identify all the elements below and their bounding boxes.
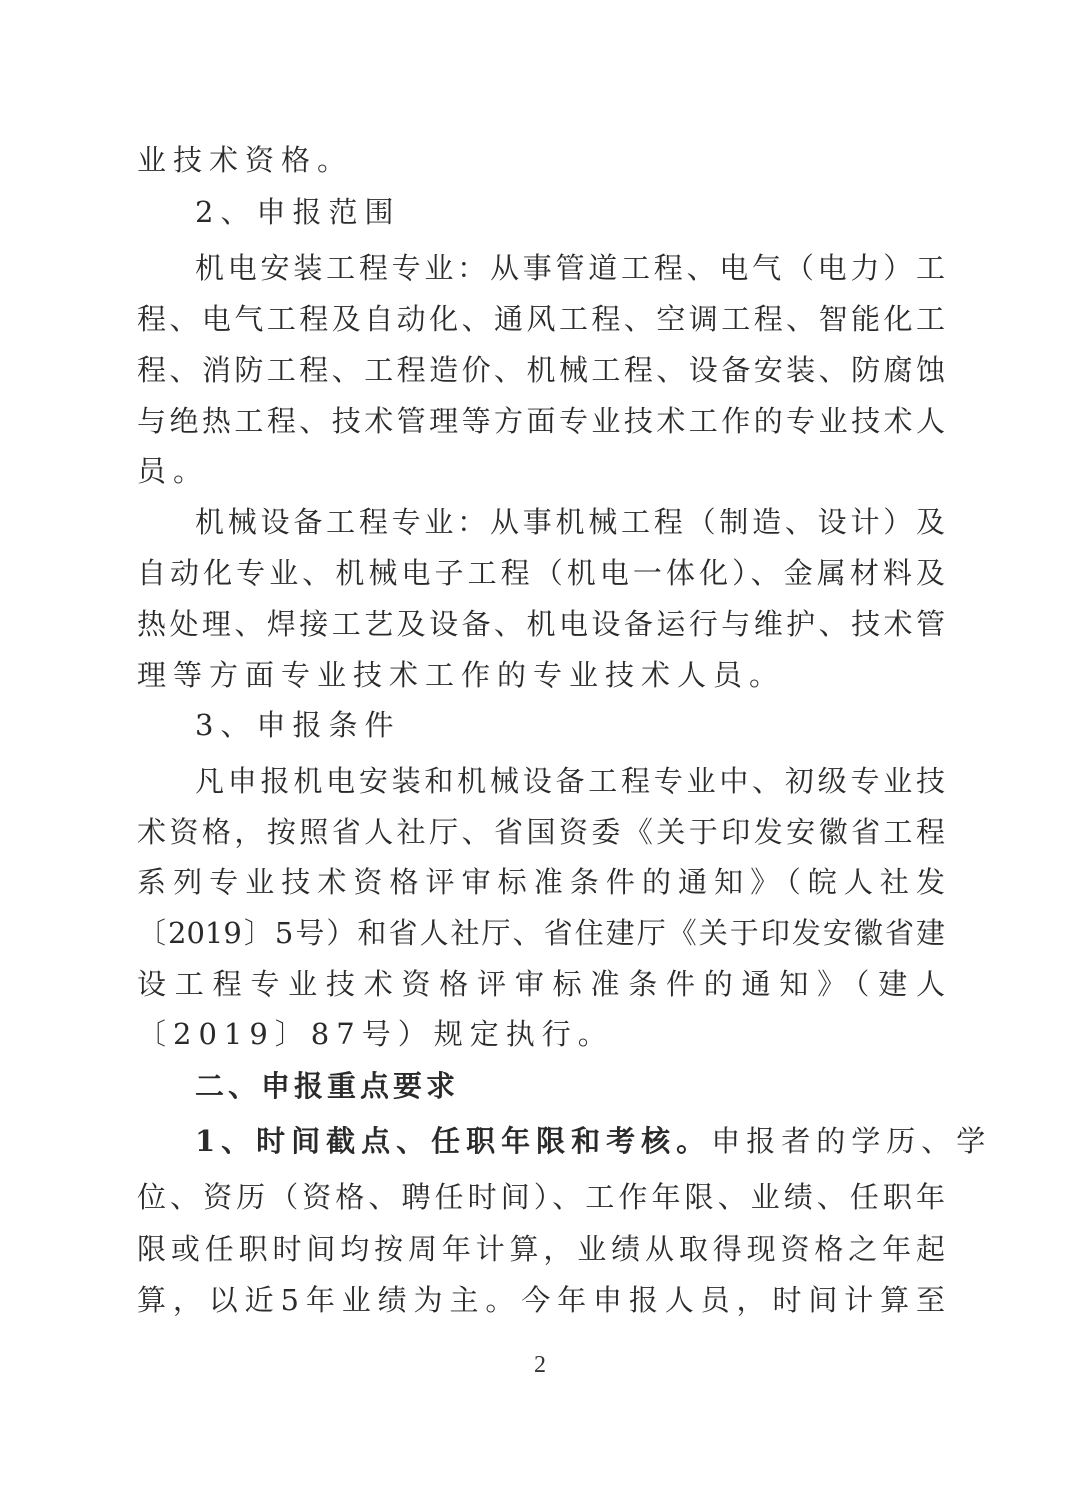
- text-line: 限或任职时间均按周年计算，业绩从取得现资格之年起: [137, 1232, 945, 1266]
- text-line: 系列专业技术资格评审标准条件的通知》（皖人社发: [137, 865, 945, 899]
- text-line: 热处理、焊接工艺及设备、机电设备运行与维护、技术管: [137, 607, 945, 641]
- section-heading: 二、申报重点要求: [195, 1069, 460, 1103]
- requirement-text: 申报者的学历、学: [711, 1124, 992, 1158]
- text-line-continuation: 业技术资格。: [137, 143, 354, 177]
- text-line: 员。: [137, 454, 210, 488]
- text-line: 设工程专业技术资格评审标准条件的通知》（建人: [137, 967, 945, 1001]
- subheading-scope: 2、申报范围: [195, 195, 401, 229]
- text-line: 自动化专业、机械电子工程（机电一体化）、金属材料及: [137, 556, 945, 590]
- text-line: 凡申报机电安装和机械设备工程专业中、初级专业技: [195, 764, 945, 798]
- text-line: 与绝热工程、技术管理等方面专业技术工作的专业技术人: [137, 404, 945, 438]
- text-line: 术资格，按照省人社厅、省国资委《关于印发安徽省工程: [137, 815, 945, 849]
- page-number: 2: [534, 1352, 546, 1378]
- text-line: 机电安装工程专业：从事管道工程、电气（电力）工: [195, 251, 945, 285]
- text-line-requirement-1: [195, 1121, 992, 1161]
- requirement-title: 1、时间截点、任职年限和考核。: [195, 1124, 712, 1158]
- text-line: 理等方面专业技术工作的专业技术人员。: [137, 658, 786, 692]
- text-line: 位、资历（资格、聘任时间）、工作年限、业绩、任职年: [137, 1180, 945, 1214]
- text-line: 机械设备工程专业：从事机械工程（制造、设计）及: [195, 505, 945, 539]
- subheading-conditions: 3、申报条件: [195, 708, 401, 742]
- text-line: 〔2019〕5号）和省人社厅、省住建厅《关于印发安徽省建: [137, 916, 945, 950]
- text-line: 算，以近5年业绩为主。今年申报人员，时间计算至: [137, 1283, 945, 1317]
- text-line: 程、电气工程及自动化、通风工程、空调工程、智能化工: [137, 302, 945, 336]
- text-line: 程、消防工程、工程造价、机械工程、设备安装、防腐蚀: [137, 353, 945, 387]
- text-line: 〔2019〕87号）规定执行。: [137, 1017, 614, 1051]
